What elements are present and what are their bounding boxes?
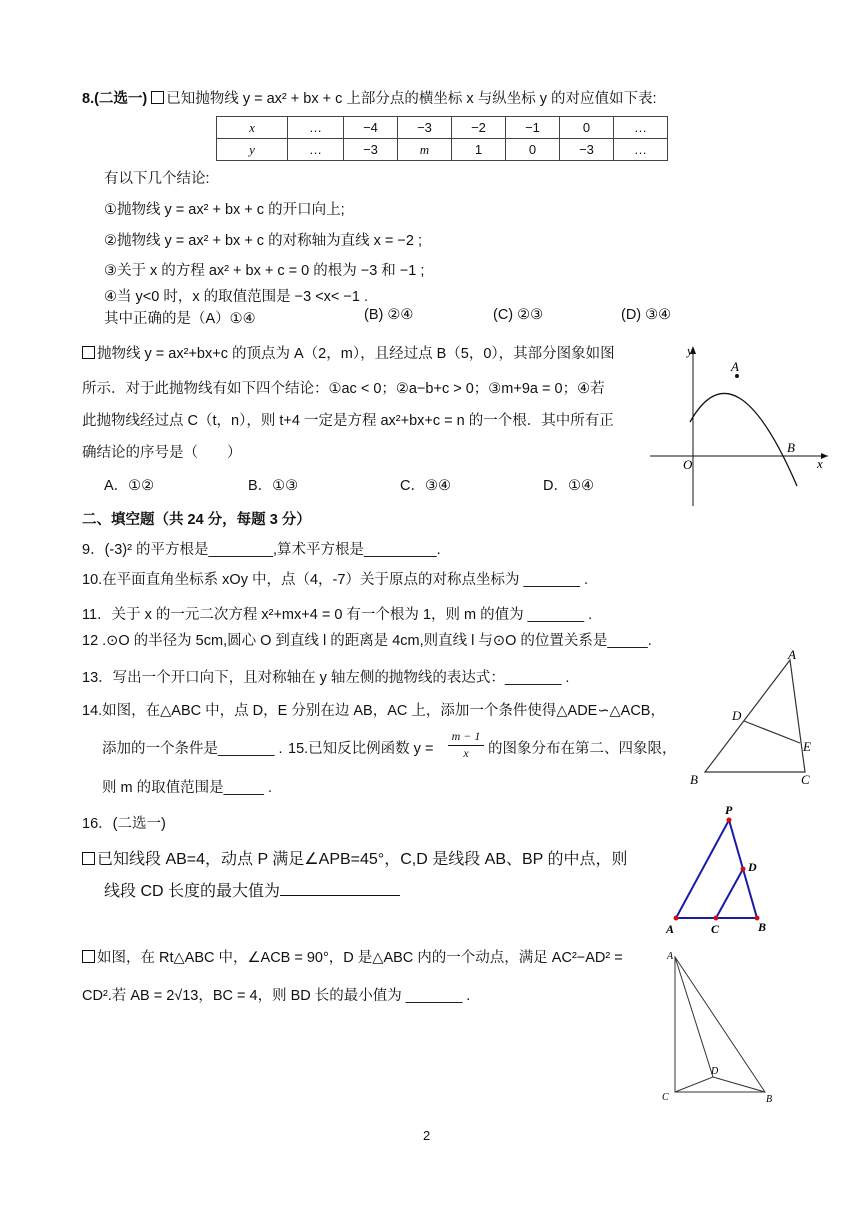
triangle-abc-figure: [680, 640, 820, 790]
seg-label-c: C: [711, 922, 720, 936]
q13: 13．写出一个开口向下，且对称轴在 y 轴左侧的抛物线的表达式：_______ .: [82, 670, 570, 686]
rt-label-a: A: [667, 951, 674, 962]
q8-stem-text: 已知抛物线 y = ax² + bx + c 上部分点的横坐标 x 与纵坐标 y 的对应值如下表:: [166, 91, 657, 107]
q8-intro: 有以下几个结论:: [104, 171, 210, 187]
q12: 12 .⊙O 的半径为 5cm,圆心 O 到直线 l 的距离是 4cm,则直线 l 与⊙O 的位置关系是_____.: [82, 633, 652, 649]
table-cell: m: [398, 139, 452, 161]
q15-denominator: x: [463, 746, 469, 760]
segment-ab-figure: [660, 800, 780, 940]
seg-label-a: A: [666, 922, 675, 936]
table-cell: −3: [398, 117, 452, 139]
q16a-text: 已知线段 AB=4，动点 P 满足∠APB=45°，C,D 是线段 AB、BP 的中点，则: [97, 851, 628, 868]
table-cell: −2: [452, 117, 506, 139]
q8-alt-option-b: B．①③: [248, 478, 299, 494]
table-row-y: [217, 139, 668, 161]
q8-conclusion-3: ③关于 x 的方程 ax² + bx + c = 0 的根为 −3 和 −1 ;: [104, 263, 425, 279]
q10: 10.在平面直角坐标系 xOy 中，点（4，-7）关于原点的对称点坐标为 _______ .: [82, 572, 588, 588]
q15-line-2: 则 m 的取值范围是_____ .: [102, 780, 273, 796]
q8-stem: [82, 87, 657, 108]
checkbox-icon: [82, 346, 95, 359]
q8-alt-option-a: A．①②: [104, 478, 155, 494]
table-cell: 0: [506, 139, 560, 161]
q8-option-c: (C) ②③: [493, 307, 544, 323]
q15-fraction: [448, 729, 484, 761]
tri-label-d: D: [732, 708, 742, 723]
rt-label-b: B: [766, 1094, 773, 1105]
q8-value-table: [216, 116, 668, 161]
q8-conclusion-1: ①抛物线 y = ax² + bx + c 的开口向上;: [104, 202, 345, 218]
rt-triangle-figure: [655, 945, 785, 1110]
checkbox-icon: [82, 852, 95, 865]
q8-conclusion-4: ④当 y<0 时，x 的取值范围是 −3 <x< −1 .: [104, 289, 369, 305]
q14-line-2: 添加的一个条件是_______ .: [102, 741, 283, 757]
q8-number: 8.: [82, 91, 95, 107]
q15-suffix: 的图象分布在第二、四象限，: [488, 741, 677, 757]
tri-label-e: E: [803, 739, 811, 754]
table-cell: −3: [344, 139, 398, 161]
section2-title: 二、填空题（共 24 分，每题 3 分）: [82, 512, 311, 528]
q8-alt-option-d: D．①④: [543, 478, 594, 494]
seg-label-b: B: [758, 920, 767, 934]
parabola-graph: [645, 340, 835, 510]
q16a-line-2: [104, 878, 400, 901]
q8-alt-text: 抛物线 y = ax²+bx+c 的顶点为 A（2，m），且经过点 B（5，0），其部分图象如图: [97, 346, 615, 362]
table-cell: …: [614, 139, 668, 161]
q8-alt-line-2: 所示．对于此抛物线有如下四个结论：①ac < 0；②a−b+c > 0；③m+9a = 0；④若: [82, 381, 605, 397]
q8-alt-line-1: [82, 342, 615, 363]
table-cell: 1: [452, 139, 506, 161]
q14-line-1: 14.如图，在△ABC 中，点 D，E 分别在边 AB，AC 上，添加一个条件使得△ADE∽△ACB，: [82, 703, 665, 719]
q16a-text-2: 线段 CD 长度的最大值为: [104, 883, 281, 900]
tri-label-c: C: [801, 772, 810, 787]
q15-numerator: m − 1: [448, 729, 484, 746]
graph-origin-label: O: [683, 457, 693, 472]
q8-alt-option-c: C．③④: [400, 478, 451, 494]
tri-label-b: B: [690, 772, 698, 787]
q16a-line-1: [82, 846, 628, 869]
q8-alt-line-4: 确结论的序号是（ ）: [82, 445, 242, 461]
q8-tag: (二选一): [94, 91, 148, 107]
q15-prefix: 15.已知反比例函数 y =: [288, 741, 434, 757]
q16-title: 16．(二选一): [82, 816, 166, 832]
table-row-x: [217, 117, 668, 139]
table-cell: −4: [344, 117, 398, 139]
graph-x-label: x: [817, 456, 823, 471]
checkbox-icon: [82, 950, 95, 963]
seg-label-d: D: [748, 860, 757, 874]
rt-label-d: D: [711, 1066, 719, 1077]
q8-option-d: (D) ③④: [621, 307, 672, 323]
table-cell: …: [614, 117, 668, 139]
graph-y-label: y: [687, 343, 693, 358]
q11: 11．关于 x 的一元二次方程 x²+mx+4 = 0 有一个根为 1，则 m 的值为 _______ .: [82, 607, 593, 623]
graph-point-a-label: A: [731, 359, 739, 374]
checkbox-icon: [151, 91, 164, 104]
q8-alt-line-3: 此抛物线经过点 C（t，n），则 t+4 一定是方程 ax²+bx+c = n 的一个根．其中所有正: [82, 413, 614, 429]
q8-option-a: 其中正确的是（A）①④: [104, 311, 256, 327]
table-cell: 0: [560, 117, 614, 139]
q8-conclusion-2: ②抛物线 y = ax² + bx + c 的对称轴为直线 x = −2 ;: [104, 233, 422, 249]
answer-blank: [280, 881, 400, 896]
table-cell: −3: [560, 139, 614, 161]
q8-option-b: (B) ②④: [364, 307, 414, 323]
q9: 9．(-3)² 的平方根是________,算术平方根是_________.: [82, 542, 441, 558]
q16b-line-2: CD².若 AB = 2√13，BC = 4，则 BD 长的最小值为 _______ .: [82, 988, 471, 1004]
table-cell: y: [217, 139, 288, 161]
q16b-line-1: [82, 946, 623, 967]
rt-label-c: C: [662, 1092, 669, 1103]
table-cell: …: [288, 139, 344, 161]
q16b-text: 如图，在 Rt△ABC 中，∠ACB = 90°，D 是△ABC 内的一个动点，满足 AC²−AD² =: [97, 950, 623, 966]
page-number: 2: [423, 1128, 431, 1143]
tri-label-a: A: [788, 647, 796, 662]
table-cell: −1: [506, 117, 560, 139]
table-cell: x: [217, 117, 288, 139]
seg-label-p: P: [725, 803, 733, 817]
table-cell: …: [288, 117, 344, 139]
graph-point-b-label: B: [787, 440, 795, 455]
